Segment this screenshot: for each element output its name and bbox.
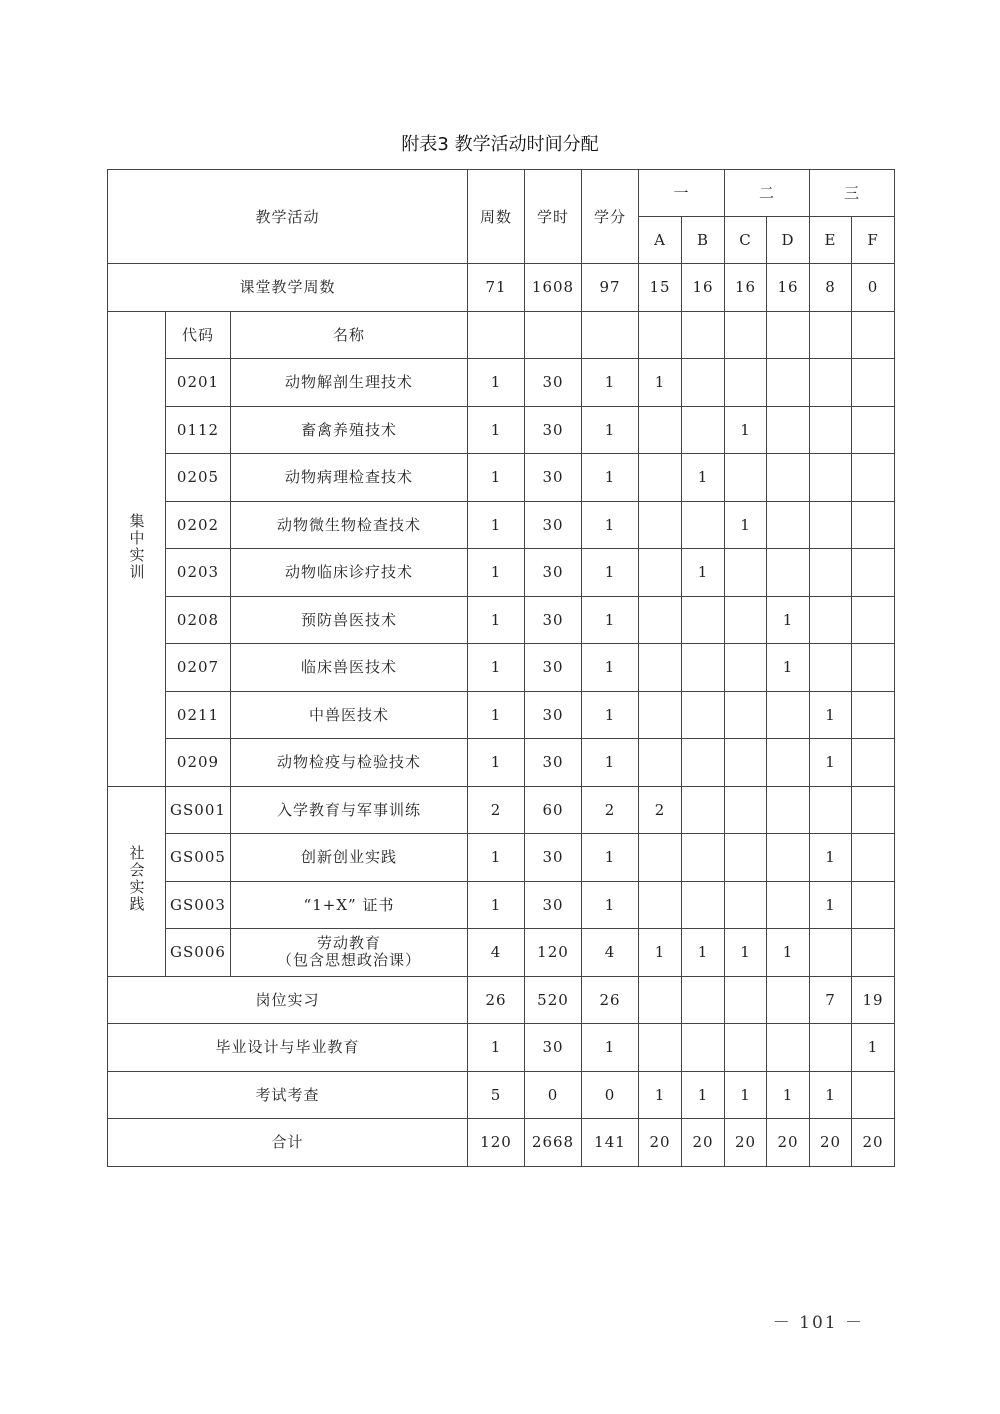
- cell-sem-f: 19: [852, 976, 895, 1024]
- cell-sem-d: 1: [767, 596, 810, 644]
- cell-hours: 1608: [525, 264, 582, 312]
- cell-credits: 1: [582, 691, 639, 739]
- cell-sem-f: [852, 596, 895, 644]
- cell-sem-f: [852, 786, 895, 834]
- cell-sem-f: 0: [852, 264, 895, 312]
- cell-hours: 30: [525, 1024, 582, 1072]
- cell-sem-d: [767, 739, 810, 787]
- cell-credits: 1: [582, 501, 639, 549]
- header-semester-a: A: [639, 217, 682, 264]
- cell-credits: 1: [582, 1024, 639, 1072]
- cell-sem-f: [852, 881, 895, 929]
- cell-credits: 141: [582, 1119, 639, 1167]
- header-semester-e: E: [810, 217, 852, 264]
- cell-sem-b: 20: [682, 1119, 725, 1167]
- activity-time-table: [107, 169, 895, 1167]
- classroom-weeks-row: [108, 264, 895, 312]
- cell-sem-d: [767, 976, 810, 1024]
- empty-cell: [682, 311, 725, 359]
- course-name: 临床兽医技术: [231, 644, 468, 692]
- cell-sem-b: 1: [682, 1071, 725, 1119]
- cell-credits: 1: [582, 739, 639, 787]
- cell-sem-c: 1: [725, 406, 767, 454]
- cell-sem-d: [767, 454, 810, 502]
- cell-sem-d: [767, 691, 810, 739]
- empty-cell: [725, 311, 767, 359]
- header-hours: 学时: [525, 170, 582, 264]
- cell-sem-b: [682, 596, 725, 644]
- cell-credits: 1: [582, 881, 639, 929]
- cell-sem-d: 16: [767, 264, 810, 312]
- course-name: 动物解剖生理技术: [231, 359, 468, 407]
- cell-hours: 30: [525, 881, 582, 929]
- course-name: 创新创业实践: [231, 834, 468, 882]
- cell-sem-b: [682, 359, 725, 407]
- course-name: “1+X” 证书: [231, 881, 468, 929]
- cell-credits: 0: [582, 1071, 639, 1119]
- cell-hours: 30: [525, 549, 582, 597]
- cell-hours: 30: [525, 691, 582, 739]
- cell-credits: 1: [582, 644, 639, 692]
- cell-sem-a: [639, 596, 682, 644]
- course-code: 0201: [166, 359, 231, 407]
- cell-weeks: 1: [468, 691, 525, 739]
- cell-sem-b: [682, 691, 725, 739]
- table-row: [108, 549, 895, 597]
- cell-weeks: 1: [468, 501, 525, 549]
- cell-sem-c: [725, 691, 767, 739]
- cell-hours: 30: [525, 739, 582, 787]
- cell-sem-e: [810, 786, 852, 834]
- course-name: 入学教育与军事训练: [231, 786, 468, 834]
- cell-sem-a: 20: [639, 1119, 682, 1167]
- row-label: 毕业设计与毕业教育: [108, 1024, 468, 1072]
- cell-sem-d: [767, 406, 810, 454]
- course-name: 动物临床诊疗技术: [231, 549, 468, 597]
- cell-credits: 97: [582, 264, 639, 312]
- course-code: 0211: [166, 691, 231, 739]
- cell-sem-b: [682, 786, 725, 834]
- table-row: [108, 359, 895, 407]
- cell-sem-a: 15: [639, 264, 682, 312]
- cell-sem-f: [852, 644, 895, 692]
- cell-weeks: 120: [468, 1119, 525, 1167]
- cell-sem-d: [767, 881, 810, 929]
- page-number: － 101 －: [772, 1313, 864, 1333]
- cell-sem-f: [852, 454, 895, 502]
- cell-sem-d: [767, 359, 810, 407]
- course-code: 0209: [166, 739, 231, 787]
- section-header-row: [108, 311, 895, 359]
- cell-sem-c: [725, 644, 767, 692]
- cell-sem-a: 2: [639, 786, 682, 834]
- cell-sem-c: 16: [725, 264, 767, 312]
- cell-sem-d: 1: [767, 929, 810, 977]
- cell-sem-e: [810, 596, 852, 644]
- header-semester-b: B: [682, 217, 725, 264]
- cell-sem-c: [725, 359, 767, 407]
- cell-sem-f: [852, 406, 895, 454]
- table-row: [108, 834, 895, 882]
- table-row: [108, 786, 895, 834]
- cell-sem-e: 1: [810, 739, 852, 787]
- course-code: GS006: [166, 929, 231, 977]
- cell-sem-b: [682, 976, 725, 1024]
- empty-cell: [468, 311, 525, 359]
- cell-sem-e: 1: [810, 834, 852, 882]
- cell-sem-a: 1: [639, 929, 682, 977]
- cell-sem-e: [810, 454, 852, 502]
- summary-row: [108, 1024, 895, 1072]
- cell-sem-f: [852, 501, 895, 549]
- header-row-years: [108, 170, 895, 217]
- summary-row: [108, 1071, 895, 1119]
- cell-sem-b: 16: [682, 264, 725, 312]
- cell-sem-a: [639, 501, 682, 549]
- cell-weeks: 4: [468, 929, 525, 977]
- cell-sem-c: [725, 454, 767, 502]
- row-label: 合计: [108, 1119, 468, 1167]
- cell-credits: 1: [582, 596, 639, 644]
- cell-sem-c: 20: [725, 1119, 767, 1167]
- cell-sem-a: [639, 406, 682, 454]
- empty-cell: [810, 311, 852, 359]
- cell-weeks: 1: [468, 596, 525, 644]
- cell-sem-b: [682, 644, 725, 692]
- header-year-3: 三: [810, 170, 895, 217]
- cell-sem-b: [682, 501, 725, 549]
- header-semester-c: C: [725, 217, 767, 264]
- cell-sem-c: [725, 1024, 767, 1072]
- cell-sem-f: 20: [852, 1119, 895, 1167]
- table-title: 附表3 教学活动时间分配: [401, 134, 599, 155]
- cell-weeks: 1: [468, 549, 525, 597]
- cell-weeks: 1: [468, 739, 525, 787]
- cell-sem-a: 1: [639, 1071, 682, 1119]
- cell-weeks: 1: [468, 1024, 525, 1072]
- cell-sem-a: [639, 549, 682, 597]
- cell-sem-c: [725, 596, 767, 644]
- course-code: 0112: [166, 406, 231, 454]
- cell-hours: 30: [525, 501, 582, 549]
- summary-row: [108, 976, 895, 1024]
- table-row: [108, 406, 895, 454]
- cell-sem-a: 1: [639, 359, 682, 407]
- cell-sem-a: [639, 976, 682, 1024]
- table-row: [108, 644, 895, 692]
- header-credits: 学分: [582, 170, 639, 264]
- cell-sem-c: 1: [725, 1071, 767, 1119]
- table-row: [108, 596, 895, 644]
- cell-sem-d: [767, 549, 810, 597]
- cell-weeks: 1: [468, 881, 525, 929]
- table-row: [108, 881, 895, 929]
- cell-sem-e: [810, 1024, 852, 1072]
- empty-cell: [525, 311, 582, 359]
- row-label: 课堂教学周数: [108, 264, 468, 312]
- cell-hours: 30: [525, 834, 582, 882]
- cell-weeks: 1: [468, 406, 525, 454]
- cell-sem-c: [725, 976, 767, 1024]
- cell-sem-e: 20: [810, 1119, 852, 1167]
- cell-hours: 0: [525, 1071, 582, 1119]
- cell-credits: 1: [582, 549, 639, 597]
- cell-sem-f: [852, 834, 895, 882]
- cell-sem-e: [810, 929, 852, 977]
- cell-sem-a: [639, 739, 682, 787]
- cell-sem-d: [767, 1024, 810, 1072]
- cell-hours: 30: [525, 359, 582, 407]
- course-code: 0207: [166, 644, 231, 692]
- table-row: [108, 691, 895, 739]
- course-name: 动物检疫与检验技术: [231, 739, 468, 787]
- cell-hours: 2668: [525, 1119, 582, 1167]
- cell-sem-f: [852, 1071, 895, 1119]
- cell-hours: 30: [525, 406, 582, 454]
- course-name-main: 劳动教育: [316, 934, 381, 952]
- cell-sem-f: [852, 691, 895, 739]
- cell-weeks: 1: [468, 834, 525, 882]
- category-text: 社会实践: [127, 845, 146, 913]
- cell-hours: 60: [525, 786, 582, 834]
- cell-sem-b: [682, 739, 725, 787]
- cell-sem-b: [682, 881, 725, 929]
- cell-sem-c: [725, 549, 767, 597]
- cell-hours: 520: [525, 976, 582, 1024]
- cell-sem-f: [852, 929, 895, 977]
- cell-sem-e: [810, 501, 852, 549]
- row-label: 岗位实习: [108, 976, 468, 1024]
- cell-sem-b: 1: [682, 549, 725, 597]
- cell-weeks: 71: [468, 264, 525, 312]
- cell-credits: 26: [582, 976, 639, 1024]
- header-semester-d: D: [767, 217, 810, 264]
- course-code: 0205: [166, 454, 231, 502]
- cell-sem-e: [810, 549, 852, 597]
- cell-sem-b: [682, 1024, 725, 1072]
- cell-sem-c: [725, 834, 767, 882]
- cell-credits: 4: [582, 929, 639, 977]
- cell-weeks: 2: [468, 786, 525, 834]
- summary-row: [108, 1119, 895, 1167]
- empty-cell: [639, 311, 682, 359]
- cell-weeks: 26: [468, 976, 525, 1024]
- cell-sem-b: 1: [682, 929, 725, 977]
- cell-sem-a: [639, 691, 682, 739]
- cell-sem-b: 1: [682, 454, 725, 502]
- cell-sem-b: [682, 834, 725, 882]
- cell-sem-f: [852, 549, 895, 597]
- course-code: GS003: [166, 881, 231, 929]
- course-code: 0208: [166, 596, 231, 644]
- course-name: 动物病理检查技术: [231, 454, 468, 502]
- cell-sem-a: [639, 834, 682, 882]
- cell-sem-e: 1: [810, 881, 852, 929]
- course-name: 畜禽养殖技术: [231, 406, 468, 454]
- course-code: 0202: [166, 501, 231, 549]
- cell-sem-c: [725, 881, 767, 929]
- cell-sem-a: [639, 454, 682, 502]
- header-year-2: 二: [725, 170, 810, 217]
- cell-credits: 1: [582, 406, 639, 454]
- cell-sem-f: 1: [852, 1024, 895, 1072]
- cell-sem-e: [810, 359, 852, 407]
- cell-sem-e: 8: [810, 264, 852, 312]
- cell-sem-c: 1: [725, 929, 767, 977]
- empty-cell: [767, 311, 810, 359]
- cell-weeks: 5: [468, 1071, 525, 1119]
- cell-weeks: 1: [468, 359, 525, 407]
- cell-hours: 120: [525, 929, 582, 977]
- cell-hours: 30: [525, 596, 582, 644]
- table-row: [108, 454, 895, 502]
- cell-sem-f: [852, 359, 895, 407]
- code-header: 代码: [166, 311, 231, 359]
- course-name: [231, 929, 468, 977]
- course-name: 动物微生物检查技术: [231, 501, 468, 549]
- cell-sem-d: 20: [767, 1119, 810, 1167]
- empty-cell: [582, 311, 639, 359]
- cell-credits: 2: [582, 786, 639, 834]
- course-code: 0203: [166, 549, 231, 597]
- category-text: 集中实训: [127, 512, 146, 581]
- course-code: GS005: [166, 834, 231, 882]
- cell-sem-c: [725, 786, 767, 834]
- course-code: GS001: [166, 786, 231, 834]
- cell-sem-d: [767, 834, 810, 882]
- name-header: 名称: [231, 311, 468, 359]
- cell-sem-d: 1: [767, 1071, 810, 1119]
- course-name: 中兽医技术: [231, 691, 468, 739]
- cell-weeks: 1: [468, 454, 525, 502]
- cell-sem-e: 7: [810, 976, 852, 1024]
- table-row: [108, 501, 895, 549]
- cell-sem-c: 1: [725, 501, 767, 549]
- category-label: [108, 786, 166, 976]
- course-name-sub: （包含思想政治课）: [276, 951, 421, 970]
- cell-sem-a: [639, 644, 682, 692]
- header-year-1: 一: [639, 170, 725, 217]
- cell-sem-a: [639, 881, 682, 929]
- cell-sem-e: [810, 406, 852, 454]
- cell-hours: 30: [525, 454, 582, 502]
- cell-sem-e: 1: [810, 1071, 852, 1119]
- cell-sem-c: [725, 739, 767, 787]
- header-weeks: 周数: [468, 170, 525, 264]
- cell-weeks: 1: [468, 644, 525, 692]
- cell-credits: 1: [582, 834, 639, 882]
- header-semester-f: F: [852, 217, 895, 264]
- table-row: [108, 929, 895, 977]
- cell-sem-d: [767, 501, 810, 549]
- category-label: [108, 311, 166, 786]
- cell-credits: 1: [582, 359, 639, 407]
- cell-sem-a: [639, 1024, 682, 1072]
- row-label: 考试考查: [108, 1071, 468, 1119]
- cell-sem-e: [810, 644, 852, 692]
- cell-sem-b: [682, 406, 725, 454]
- cell-sem-d: [767, 786, 810, 834]
- cell-hours: 30: [525, 644, 582, 692]
- cell-sem-f: [852, 739, 895, 787]
- cell-credits: 1: [582, 454, 639, 502]
- header-activity: 教学活动: [108, 170, 468, 264]
- cell-sem-e: 1: [810, 691, 852, 739]
- empty-cell: [852, 311, 895, 359]
- table-row: [108, 739, 895, 787]
- cell-sem-d: 1: [767, 644, 810, 692]
- course-name: 预防兽医技术: [231, 596, 468, 644]
